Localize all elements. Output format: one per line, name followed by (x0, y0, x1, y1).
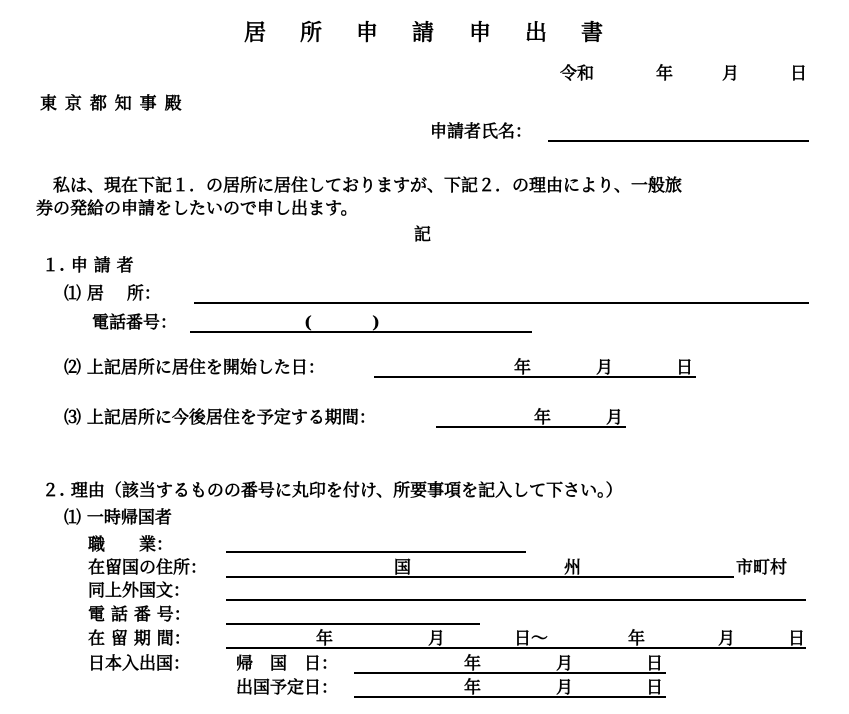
occupation-field[interactable] (226, 551, 526, 553)
section1-heading: １. 申 請 者 (42, 256, 134, 276)
residence-label: ⑴ 居 所： (64, 284, 161, 304)
phone2-field[interactable] (226, 623, 480, 625)
phone-field[interactable] (190, 331, 532, 333)
date-era: 令和 (560, 64, 594, 84)
stay-period-label: 在 留 期 間： (88, 629, 191, 649)
start-day: 日 (676, 358, 693, 378)
phone-label: 電話番号： (92, 313, 177, 333)
residence-field[interactable] (194, 302, 809, 304)
title-char: 申 (469, 20, 492, 46)
departure-date-field[interactable] (354, 696, 666, 698)
date-year: 年 (656, 64, 673, 84)
applicant-name-label: 申請者氏名： (430, 122, 532, 142)
addressee: 東 京 都 知 事 殿 (40, 94, 183, 114)
date-day: 日 (790, 64, 807, 84)
applicant-name-field[interactable] (548, 140, 809, 142)
occupation-label: 職 業： (88, 535, 173, 555)
immigration-label: 日本入出国： (88, 654, 190, 674)
stay-day-1: 日～ (514, 629, 548, 649)
foreign-text-label: 同上外国文： (88, 581, 190, 601)
period-month: 月 (606, 408, 623, 428)
title-char: 所 (300, 20, 323, 46)
departure-year: 年 (464, 678, 481, 698)
addr-city: 市町村 (736, 558, 787, 578)
start-date-field[interactable] (374, 376, 696, 378)
return-year: 年 (464, 654, 481, 674)
foreign-text-field[interactable] (226, 599, 806, 601)
addr-state: 州 (564, 558, 581, 578)
period-field[interactable] (436, 426, 626, 428)
title-char: 居 (244, 20, 267, 46)
title-char: 書 (581, 20, 604, 46)
start-date-label: ⑵ 上記居所に居住を開始した日： (64, 358, 325, 378)
return-day: 日 (646, 654, 663, 674)
return-month: 月 (556, 654, 573, 674)
addr-country: 国 (394, 558, 411, 578)
return-label: 帰 国 日： (236, 654, 338, 674)
title-char: 申 (356, 20, 379, 46)
stay-day-2: 日 (788, 629, 805, 649)
section2-sub1: ⑴ 一時帰国者 (64, 508, 172, 528)
stay-month-1: 月 (428, 629, 445, 649)
stay-year-2: 年 (628, 629, 645, 649)
phone-paren-close: ) (372, 313, 381, 333)
phone-paren-open: ( (304, 313, 313, 333)
start-month: 月 (596, 358, 613, 378)
period-label: ⑶ 上記居所に今後居住を予定する期間： (64, 408, 376, 428)
period-year: 年 (534, 408, 551, 428)
departure-day: 日 (646, 678, 663, 698)
title-char: 請 (412, 20, 435, 46)
departure-label: 出国予定日： (236, 678, 338, 698)
foreign-address-label: 在留国の住所： (88, 558, 207, 578)
stay-year-1: 年 (316, 629, 333, 649)
departure-month: 月 (556, 678, 573, 698)
ki-mark: 記 (414, 225, 431, 245)
section2-heading: ２. 理由（該当するものの番号に丸印を付け、所要事項を記入して下さい。） (42, 481, 623, 501)
intro-line-1: 私は、現在下記１．の居所に居住しておりますが、下記２．の理由により、一般旅 (36, 176, 682, 196)
return-date-field[interactable] (354, 672, 666, 674)
title-char: 出 (525, 20, 548, 46)
stay-month-2: 月 (718, 629, 735, 649)
foreign-address-field[interactable] (226, 576, 734, 578)
stay-period-field[interactable] (226, 647, 806, 649)
intro-line-2: 券の発給の申請をしたいので申し出ます。 (36, 199, 358, 219)
date-month: 月 (722, 64, 739, 84)
phone2-label: 電 話 番 号： (88, 605, 191, 625)
start-year: 年 (514, 358, 531, 378)
